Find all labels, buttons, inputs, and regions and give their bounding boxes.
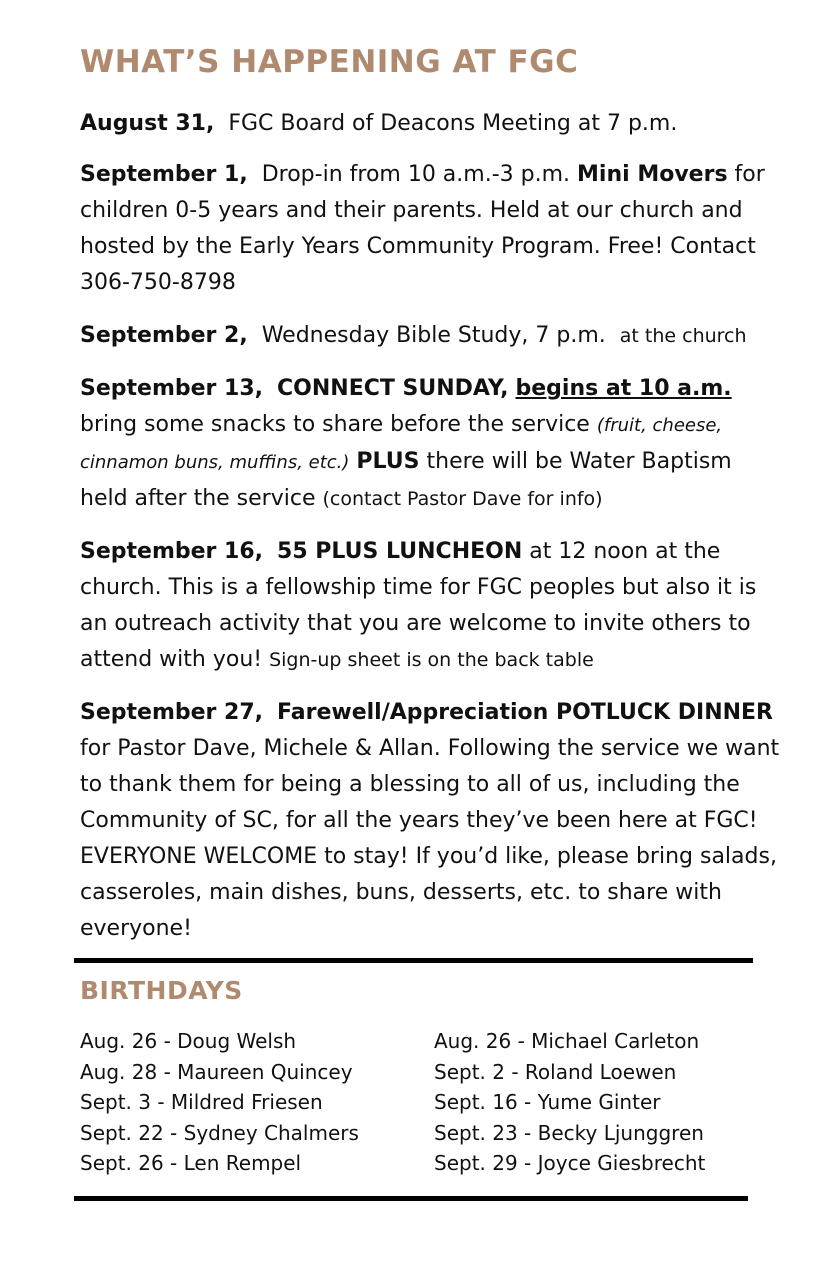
- event-aug-31: [80, 106, 780, 142]
- birthday-item: Aug. 26 - Doug Welsh: [80, 1029, 297, 1053]
- event-sep-27: [80, 695, 780, 947]
- event-text: bring some snacks to share before the service: [80, 412, 590, 437]
- birthday-item: Sept. 16 - Yume Ginter: [434, 1090, 661, 1115]
- page-title: WHAT’S HAPPENING AT FGC: [80, 44, 579, 80]
- event-sep-2: [80, 318, 780, 354]
- birthday-item: Aug. 28 - Maureen Quincey: [80, 1059, 353, 1084]
- event-date: September 1,: [80, 162, 248, 187]
- event-highlight: 55 PLUS LUNCHEON: [277, 539, 523, 564]
- event-date: September 13,: [80, 376, 264, 401]
- event-date: September 27,: [80, 700, 264, 725]
- event-highlight: Farewell/Appreciation POTLUCK DINNER: [277, 700, 773, 725]
- birthday-item: Sept. 23 - Becky Ljunggren: [434, 1120, 704, 1145]
- event-highlight: PLUS: [356, 449, 420, 474]
- event-text: for Pastor Dave, Michele & Allan. Following the service we want to thank them for being a blessing to all of us, including the Community of SC, for all the years they’ve been here at FGC! EVERYONE WELCOME to stay! If you’d like, please bring salads, casseroles, main dishes, buns, desserts, etc. to share with everyone!: [80, 736, 780, 941]
- event-date: August 31,: [80, 111, 215, 136]
- event-sep-16: [80, 534, 780, 678]
- events-list: [80, 106, 780, 964]
- event-text: for children 0-5 years and their parents. Held at our church and hosted by the Early Years Community Program. Free! Contact 306-750-8798: [80, 162, 765, 295]
- event-text: Wednesday Bible Study, 7 p.m.: [261, 323, 606, 348]
- event-highlight: Mini Movers: [577, 162, 728, 187]
- event-text: there will be Water Baptism held after the service: [80, 449, 732, 511]
- event-note: Sign-up sheet is on the back table: [269, 649, 594, 671]
- event-text: FGC Board of Deacons Meeting at 7 p.m.: [228, 111, 678, 136]
- event-note: at the church: [619, 325, 747, 347]
- event-text: Drop-in from 10 a.m.-3 p.m.: [261, 162, 571, 187]
- birthday-item: Sept. 2 - Roland Loewen: [434, 1059, 677, 1084]
- birthdays-left-column: [80, 1026, 359, 1179]
- divider: [74, 1196, 748, 1201]
- event-examples: (fruit, cheese, cinnamon buns, muffins, etc.): [80, 415, 723, 473]
- event-highlight: CONNECT SUNDAY,: [277, 376, 509, 401]
- divider: [74, 958, 753, 963]
- birthdays-right-column: [434, 1026, 705, 1179]
- event-sep-13: [80, 371, 780, 517]
- event-text: at 12 noon at the church. This is a fellowship time for FGC peoples but also it is an outreach activity that you are welcome to invite others to attend with you!: [80, 539, 757, 672]
- birthday-item: Sept. 26 - Len Rempel: [80, 1151, 302, 1176]
- event-time: begins at 10 a.m.: [515, 376, 732, 401]
- birthday-item: Sept. 3 - Mildred Friesen: [80, 1090, 323, 1115]
- event-date: September 16,: [80, 539, 264, 564]
- birthdays-title: BIRTHDAYS: [80, 976, 243, 1005]
- birthday-item: Sept. 22 - Sydney Chalmers: [80, 1120, 359, 1145]
- event-date: September 2,: [80, 323, 248, 348]
- birthday-item: Aug. 26 - Michael Carleton: [434, 1029, 700, 1053]
- event-note: (contact Pastor Dave for info): [322, 488, 603, 510]
- event-sep-1: [80, 157, 780, 301]
- birthday-item: Sept. 29 - Joyce Giesbrecht: [434, 1151, 706, 1176]
